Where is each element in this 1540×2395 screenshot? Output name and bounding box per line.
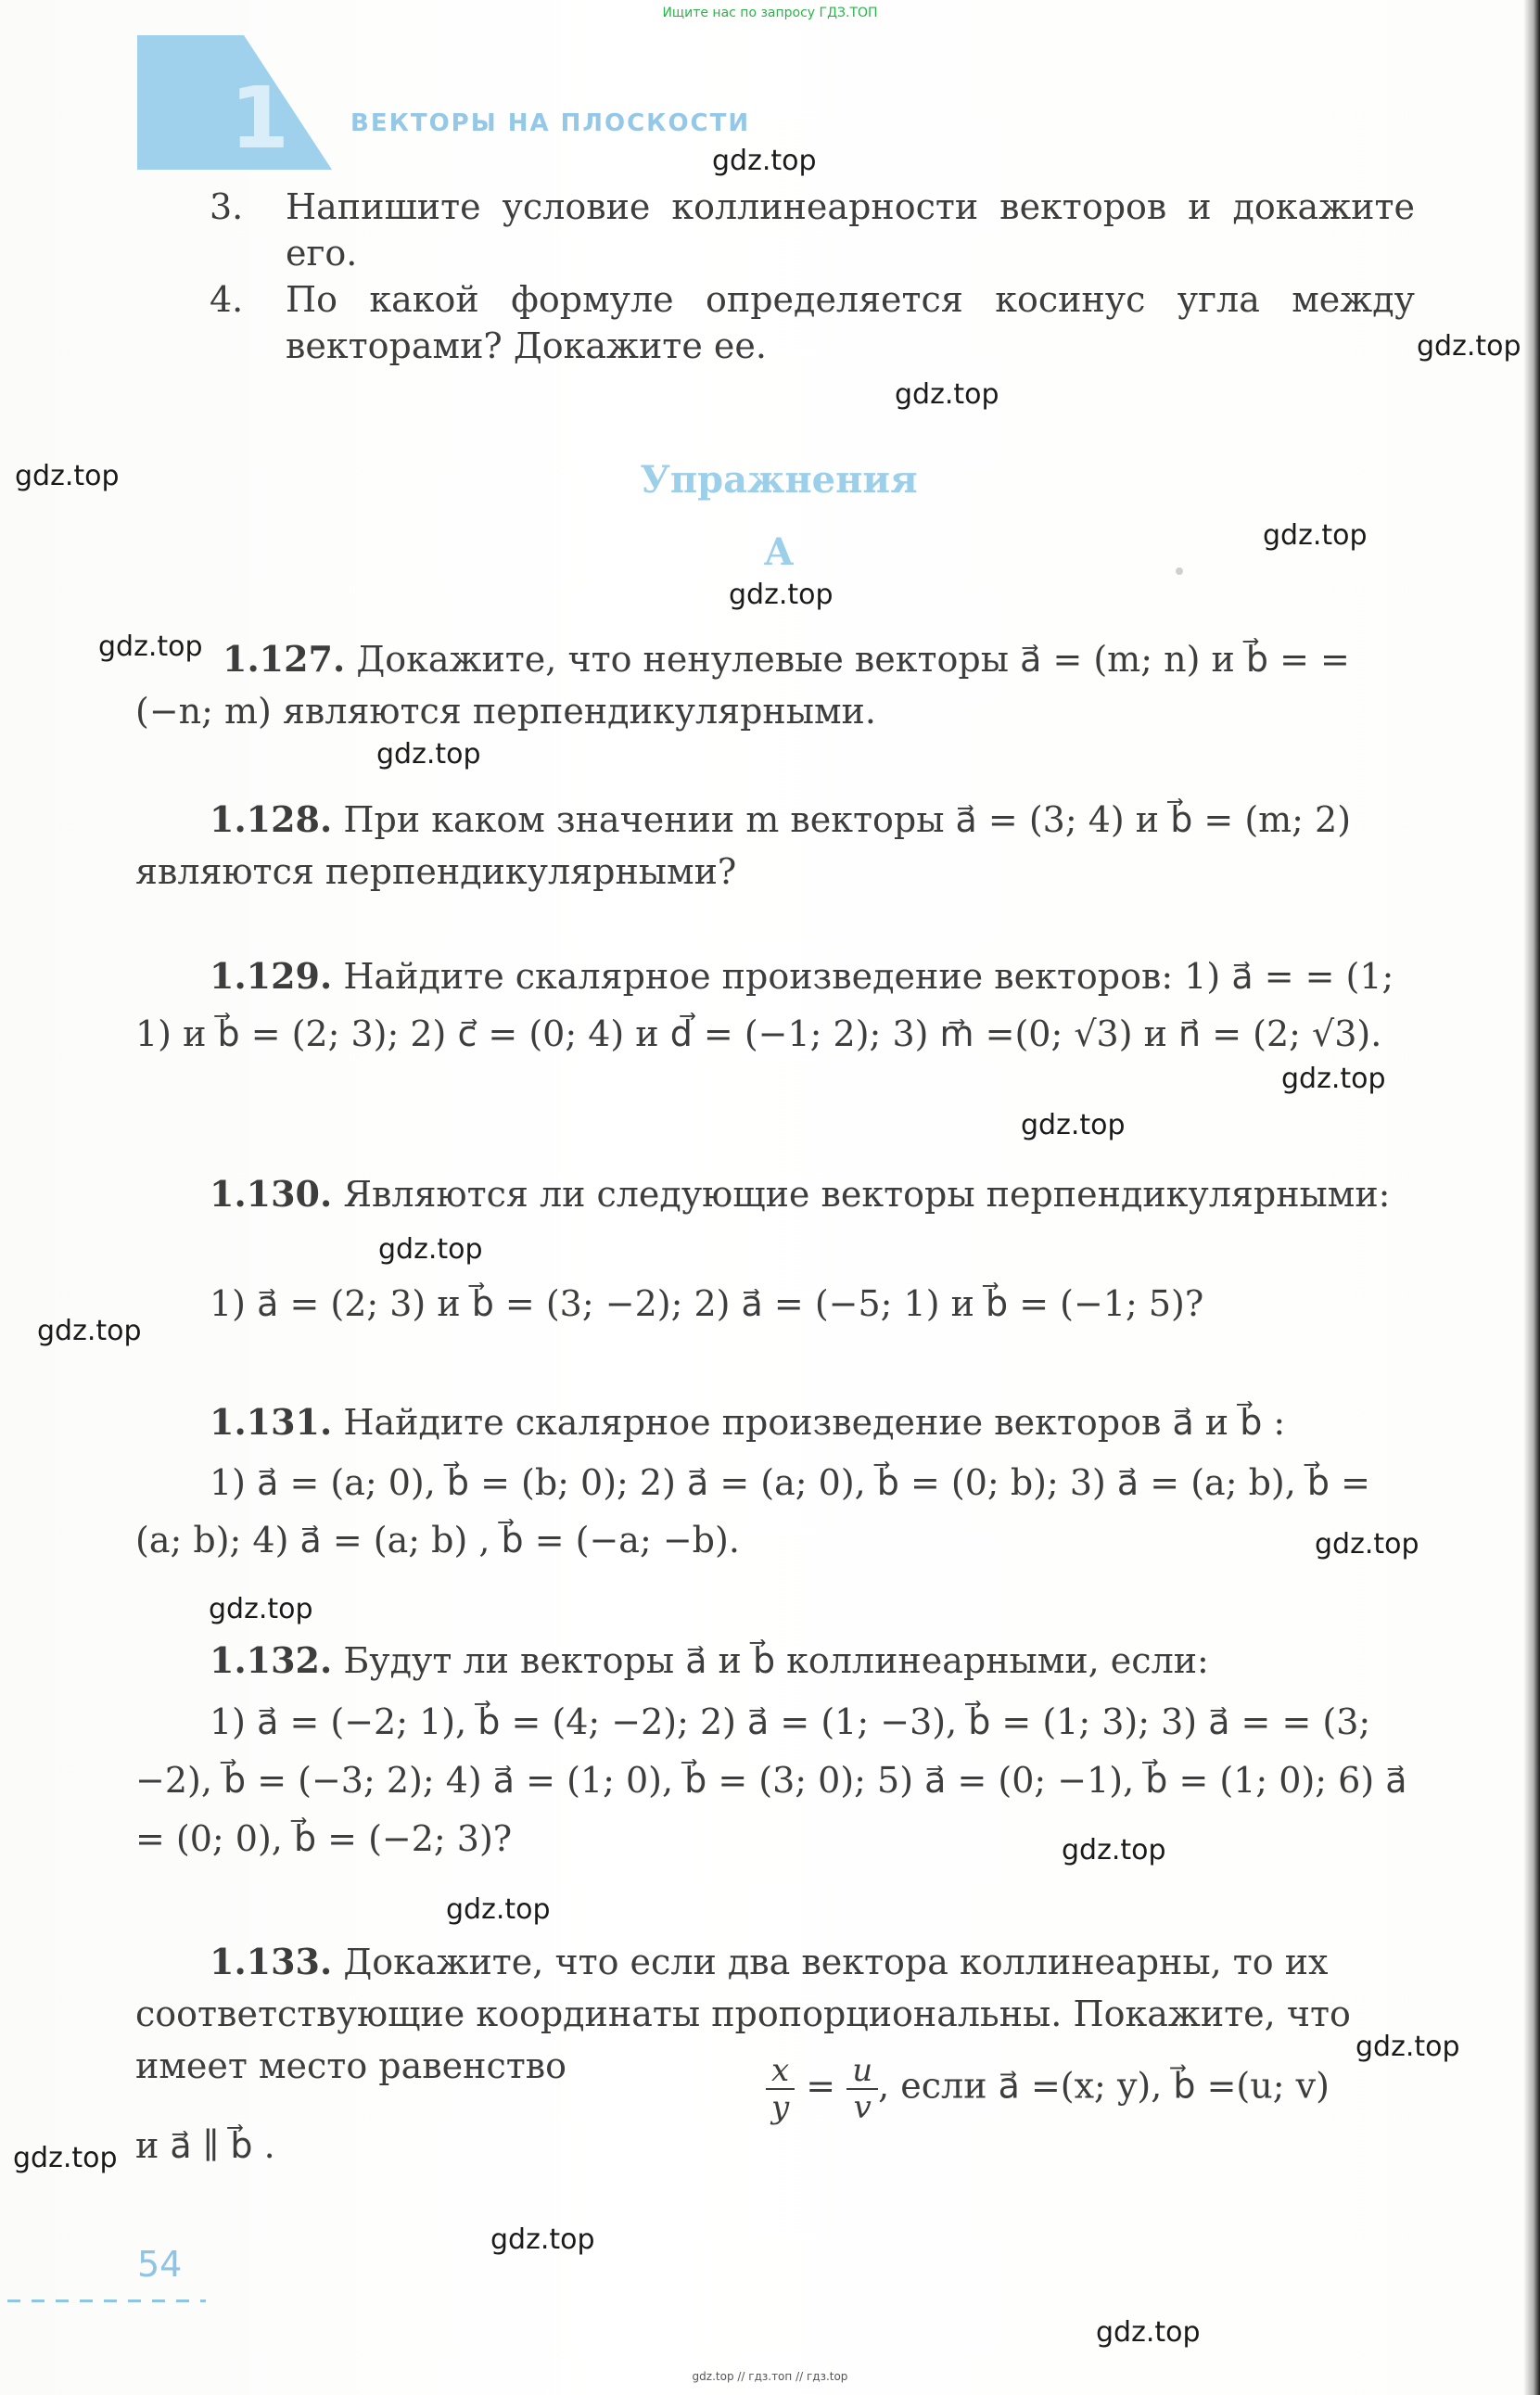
watermark: gdz.top bbox=[729, 579, 834, 611]
question-number: 4. bbox=[210, 279, 244, 320]
page-edge-shadow bbox=[1523, 0, 1540, 2395]
chapter-number: 1 bbox=[230, 69, 290, 168]
exercise-text: Докажите, что если два вектора коллинеарны, то их соответствующие координаты пропорциональны. Покажите, что имеет место равенство bbox=[135, 1942, 1351, 2086]
fraction-x-over-y bbox=[766, 2053, 795, 2125]
exercise-1-131 bbox=[135, 1396, 1417, 1448]
exercise-text: Найдите скалярное произведение векторов a⃗ и b⃗ : bbox=[343, 1402, 1286, 1443]
watermark: gdz.top bbox=[376, 738, 481, 771]
bottom-note: gdz.top // гдз.топ // гдз.top bbox=[692, 2370, 848, 2383]
watermark: gdz.top bbox=[490, 2223, 595, 2256]
watermark: gdz.top bbox=[1021, 1109, 1126, 1141]
question-text: Напишите условие коллинеарности векторов и докажите его. bbox=[286, 186, 1415, 274]
exercise-1-131-items bbox=[135, 1454, 1417, 1569]
fraction-numerator: x bbox=[766, 2053, 795, 2090]
watermark: gdz.top bbox=[1417, 330, 1521, 363]
watermark: gdz.top bbox=[446, 1893, 551, 1926]
page-number-rule bbox=[7, 2299, 206, 2302]
exercise-1-130 bbox=[135, 1168, 1417, 1220]
watermark: gdz.top bbox=[98, 631, 203, 663]
exercise-1-132 bbox=[135, 1635, 1417, 1687]
exercise-items: 1) a⃗ = (−2; 1), b⃗ = (4; −2); 2) a⃗ = (1; −3), b⃗ = (1; 3); 3) a⃗ = = (3; −2), b⃗ = (−3; 2); 4) a⃗ = (1; 0), b⃗ = (3; 0); 5) a⃗ = (0; −1), b⃗ = (1; 0); 6) a⃗ = (0; 0), b⃗ = (−2; 3)? bbox=[135, 1701, 1407, 1859]
watermark: gdz.top bbox=[378, 1233, 483, 1266]
top-note: Ищите нас по запросу ГДЗ.ТОП bbox=[662, 6, 878, 20]
watermark: gdz.top bbox=[1263, 519, 1368, 552]
fraction-numerator: u bbox=[846, 2053, 878, 2090]
section-letter: А bbox=[763, 530, 795, 574]
section-title: Упражнения bbox=[640, 458, 918, 502]
chapter-title: ВЕКТОРЫ НА ПЛОСКОСТИ bbox=[350, 109, 751, 137]
exercise-number: 1.133. bbox=[210, 1941, 333, 1982]
page-speck bbox=[1176, 567, 1183, 575]
exercise-text: Докажите, что ненулевые векторы a⃗ = (m; n) и b⃗ = =(−n; m) являются перпендикулярными. bbox=[135, 639, 1350, 732]
watermark: gdz.top bbox=[1315, 1528, 1419, 1561]
exercise-1-129 bbox=[135, 948, 1417, 1063]
exercise-number: 1.130. bbox=[210, 1173, 333, 1215]
exercise-1-128 bbox=[135, 794, 1417, 898]
exercise-1-132-items bbox=[135, 1693, 1417, 1868]
exercise-1-130-items bbox=[135, 1278, 1417, 1330]
watermark: gdz.top bbox=[1062, 1834, 1166, 1866]
question-number: 3. bbox=[210, 186, 244, 227]
exercise-text: Являются ли следующие векторы перпендикулярными: bbox=[343, 1174, 1391, 1215]
fraction-u-over-v bbox=[846, 2053, 878, 2125]
watermark: gdz.top bbox=[13, 2142, 118, 2174]
exercise-items: 1) a⃗ = (a; 0), b⃗ = (b; 0); 2) a⃗ = (a; 0), b⃗ = (0; b); 3) a⃗ = (a; b), b⃗ = (a; b); 4) a⃗ = (a; b) , b⃗ = (−a; −b). bbox=[135, 1462, 1370, 1561]
watermark: gdz.top bbox=[15, 460, 120, 492]
exercise-number: 1.129. bbox=[210, 955, 333, 997]
exercise-text: Будут ли векторы a⃗ и b⃗ коллинеарными, если: bbox=[343, 1640, 1209, 1681]
watermark: gdz.top bbox=[1096, 2316, 1201, 2349]
exercise-number: 1.127. bbox=[223, 638, 346, 680]
exercise-text-last: и a⃗ ∥ b⃗ . bbox=[135, 2125, 275, 2166]
exercise-number: 1.131. bbox=[210, 1401, 333, 1443]
watermark: gdz.top bbox=[1281, 1063, 1386, 1095]
exercise-number: 1.128. bbox=[210, 798, 333, 840]
page-number: 54 bbox=[137, 2244, 183, 2285]
exercise-1-133-last bbox=[135, 2120, 1417, 2172]
exercise-text: Найдите скалярное произведение векторов: 1) a⃗ = = (1; 1) и b⃗ = (2; 3); 2) c⃗ = (0; 4) и d⃗ = (−1; 2); 3) m⃗ =(0; √3) и n⃗ = (2; √3). bbox=[135, 956, 1394, 1054]
fraction-denominator: v bbox=[853, 2089, 872, 2126]
watermark: gdz.top bbox=[37, 1315, 142, 1347]
watermark: gdz.top bbox=[209, 1593, 313, 1625]
equals-sign: = bbox=[806, 2065, 836, 2107]
question-text: По какой формуле определяется косинус угла между векторами? Докажите ее. bbox=[286, 279, 1415, 366]
exercise-text-tail: , если a⃗ =(x; y), b⃗ =(u; v) bbox=[878, 2065, 1330, 2107]
fraction-denominator: y bbox=[770, 2089, 790, 2126]
exercise-number: 1.132. bbox=[210, 1639, 333, 1681]
watermark: gdz.top bbox=[1355, 2031, 1460, 2063]
exercise-items: 1) a⃗ = (2; 3) и b⃗ = (3; −2); 2) a⃗ = (−5; 1) и b⃗ = (−1; 5)? bbox=[210, 1283, 1204, 1324]
exercise-1-127 bbox=[135, 633, 1417, 737]
exercise-text: При каком значении m векторы a⃗ = (3; 4) и b⃗ = (m; 2) являются перпендикулярными? bbox=[135, 799, 1352, 892]
watermark: gdz.top bbox=[712, 145, 817, 177]
exercise-1-133-formula bbox=[135, 2053, 1417, 2125]
watermark: gdz.top bbox=[895, 378, 999, 411]
